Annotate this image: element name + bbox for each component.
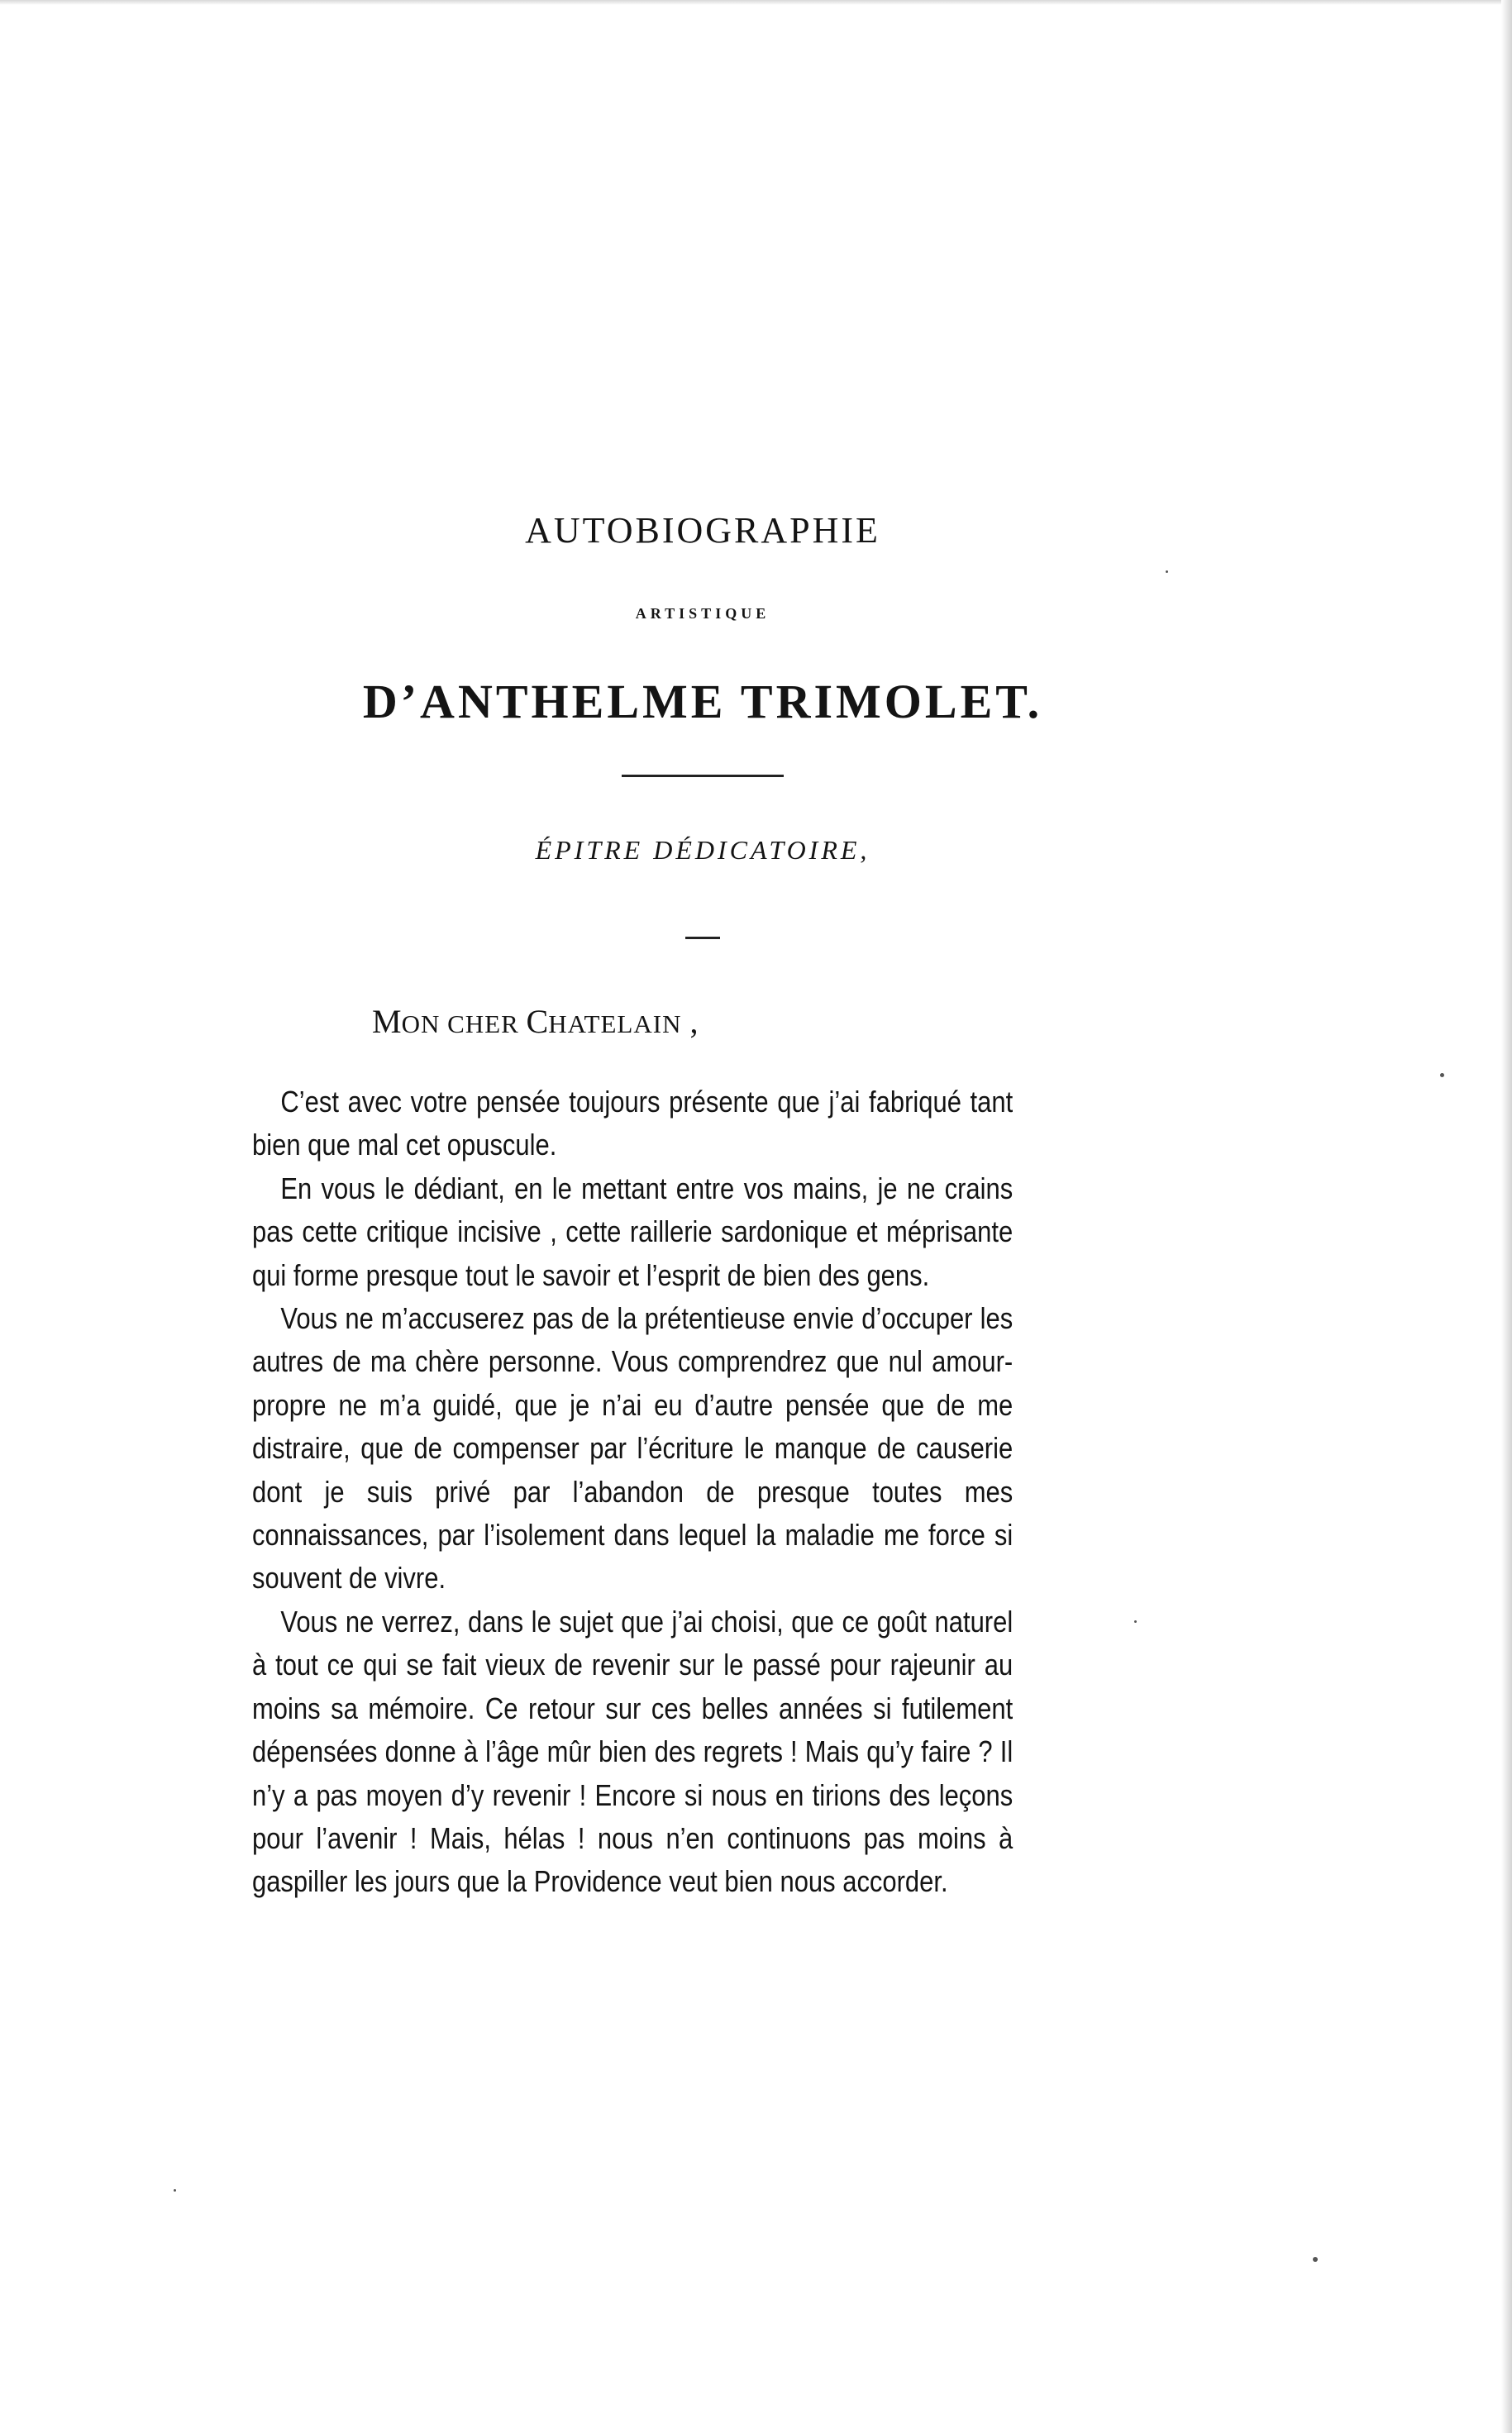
section-divider-dash [685, 937, 720, 939]
section-heading: ÉPITRE DÉDICATOIRE, [535, 835, 870, 865]
page-title: AUTOBIOGRAPHIE [525, 510, 880, 551]
scan-speck [1134, 1620, 1137, 1623]
salutation-initial: M [372, 1003, 402, 1040]
salutation-comma: , [681, 1003, 699, 1040]
salutation [372, 1002, 698, 1041]
salutation-name: HATELAIN [548, 1009, 682, 1038]
salutation-word: ON CHER [401, 1009, 527, 1038]
scan-speck [1166, 570, 1168, 573]
salutation-name-initial: C [526, 1003, 549, 1040]
paragraph: C’est avec votre pensée toujours présente que j’ai fabriqué tant bien que mal cet opuscule. [252, 1085, 1014, 1162]
scan-speck [1313, 2257, 1318, 2262]
scan-speck [1440, 1073, 1444, 1077]
page-subtitle: ARTISTIQUE [635, 605, 770, 622]
paragraph: Vous ne verrez, dans le sujet que j’ai choisi, que ce goût naturel à tout ce qui se fait vieux de revenir sur le passé pour rajeunir au moins sa mémoire. Ce retour sur ces belles années si futilement dépensées donne à l’âge mûr bien des regrets ! Mais qu’y faire ? Il n’y a pas moyen d’y revenir ! Encore si nous en tirions des leçons pour l’avenir ! Mais, hélas ! nous n’en continuons pas moins à gaspiller les jours que la Providence veut bien nous accorder. [252, 1604, 1014, 1899]
author-name-heading: D’ANTHELME TRIMOLET. [362, 675, 1043, 728]
scan-edge-top [0, 0, 1512, 5]
letter-body [252, 1081, 1013, 1904]
title-divider-rule [622, 775, 784, 777]
paragraph: En vous le dédiant, en le mettant entre vos mains, je ne crains pas cette critique incisive , cette raillerie sardonique et méprisante qui forme presque tout le savoir et l’esprit de bien des gens. [252, 1171, 1014, 1292]
scan-speck [174, 2189, 176, 2192]
paragraph: Vous ne m’accuserez pas de la prétentieuse envie d’occuper les autres de ma chère personne. Vous comprendrez que nul amour-propre ne m’a guidé, que je n’ai eu d’autre pensée que de me distraire, que de compenser par l’écriture le manque de causerie dont je suis privé par l’abandon de presque toutes mes connaissances, par l’isolement dans lequel la maladie me force si souvent de vivre. [252, 1301, 1014, 1596]
scan-edge-right [1501, 0, 1512, 2433]
